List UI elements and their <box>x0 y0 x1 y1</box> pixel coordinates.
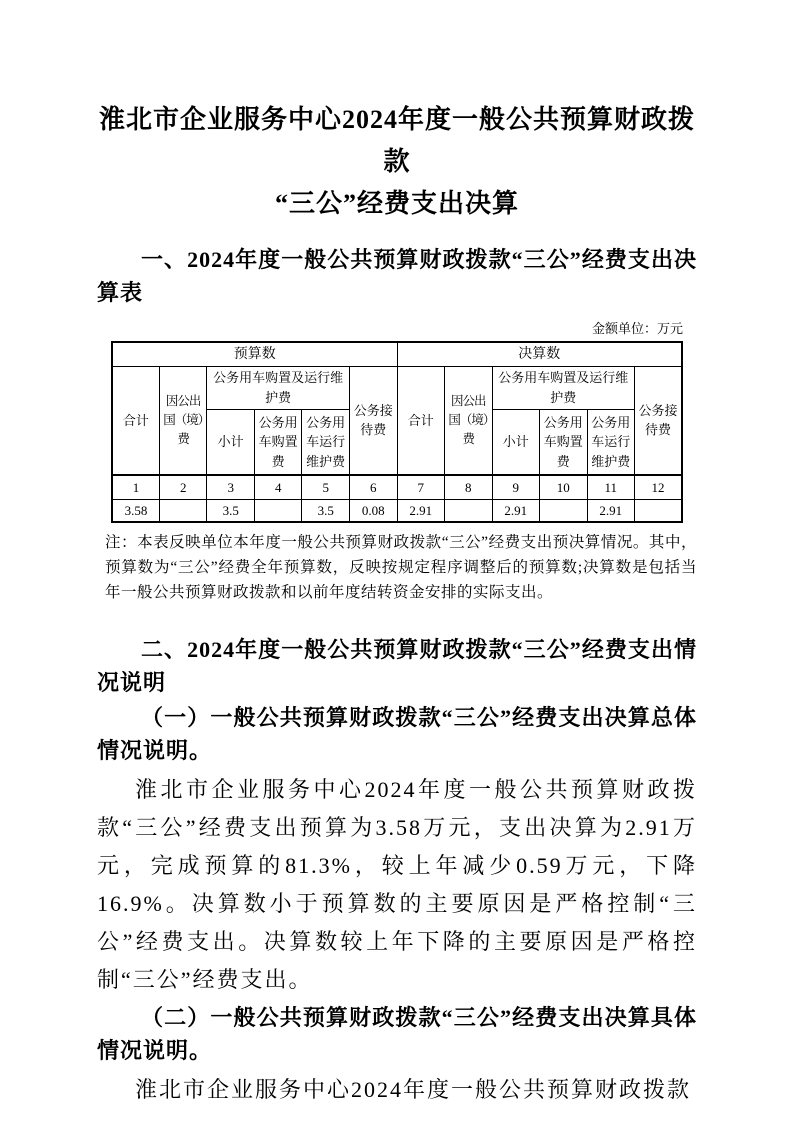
document-page <box>0 17 794 1139</box>
budget-total-value: 3.58 <box>112 499 160 522</box>
column-number-11: 11 <box>587 475 635 500</box>
column-number-5: 5 <box>302 475 350 500</box>
final-abroad-header: 因公出国（境）费 <box>445 366 493 475</box>
section2-heading: 二、2024年度一般公共预算财政拨款“三公”经费支出情况说明 <box>97 637 697 696</box>
section2-paragraph-1: 淮北市企业服务中心2024年度一般公共预算财政拨款“三公”经费支出预算为3.58万元，支出决算为2.91万元，完成预算的81.3%，较上年减少0.59万元，下降16.9%。决算数小于预算数的主要原因是严格控制“三公”经费支出。决算数较上年下降的主要原因是严格控制“三公”经费支出。 <box>97 777 697 993</box>
column-number-row <box>112 475 682 500</box>
section2-sub2-heading: （二）一般公共预算财政拨款“三公”经费支出决算具体情况说明。 <box>97 1005 697 1064</box>
budget-group-header: 预算数 <box>112 342 397 367</box>
document-title-line1: 淮北市企业服务中心2024年度一般公共预算财政拨款 <box>98 105 695 177</box>
budget-total-header: 合计 <box>112 366 160 475</box>
budget-vehicle-group-header: 公务用车购置及运行维护费 <box>207 366 350 409</box>
final-maintenance-value: 2.91 <box>587 499 635 522</box>
column-number-4: 4 <box>254 475 302 500</box>
final-reception-value <box>635 499 683 522</box>
final-total-header: 合计 <box>397 366 445 475</box>
final-reception-header: 公务接待费 <box>635 366 683 475</box>
document-title-line2: “三公”经费支出决算 <box>274 189 519 219</box>
column-number-1: 1 <box>112 475 160 500</box>
document-title <box>97 17 697 225</box>
budget-purchase-header: 公务用车购置费 <box>254 409 302 475</box>
section2-sub1-heading: （一）一般公共预算财政拨款“三公”经费支出决算总体情况说明。 <box>97 705 697 764</box>
budget-subtotal-value: 3.5 <box>207 499 255 522</box>
budget-maintenance-header: 公务用车运行维护费 <box>302 409 350 475</box>
section1-heading: 一、2024年度一般公共预算财政拨款“三公”经费支出决算表 <box>97 246 697 305</box>
table-header-row-1 <box>112 366 682 409</box>
column-number-2: 2 <box>159 475 207 500</box>
column-number-10: 10 <box>540 475 588 500</box>
budget-maintenance-value: 3.5 <box>302 499 350 522</box>
column-number-6: 6 <box>349 475 397 500</box>
sangong-expense-table <box>111 341 683 524</box>
budget-abroad-header: 因公出国（境）费 <box>159 366 207 475</box>
section2-paragraph-2: 淮北市企业服务中心2024年度一般公共预算财政拨款 <box>135 1077 692 1103</box>
budget-reception-header: 公务接待费 <box>349 366 397 475</box>
amount-unit-note: 金额单位：万元 <box>591 320 683 336</box>
value-row <box>112 499 682 522</box>
column-number-12: 12 <box>635 475 683 500</box>
final-subtotal-header: 小计 <box>492 409 540 475</box>
final-purchase-value <box>540 499 588 522</box>
budget-abroad-value <box>159 499 207 522</box>
final-group-header: 决算数 <box>397 342 682 367</box>
budget-subtotal-header: 小计 <box>207 409 255 475</box>
column-number-8: 8 <box>445 475 493 500</box>
budget-reception-value: 0.08 <box>349 499 397 522</box>
column-number-3: 3 <box>207 475 255 500</box>
final-maintenance-header: 公务用车运行维护费 <box>587 409 635 475</box>
final-vehicle-group-header: 公务用车购置及运行维护费 <box>492 366 635 409</box>
final-total-value: 2.91 <box>397 499 445 522</box>
final-abroad-value <box>445 499 493 522</box>
budget-purchase-value <box>254 499 302 522</box>
column-number-7: 7 <box>397 475 445 500</box>
table-group-header-row <box>112 342 682 367</box>
final-subtotal-value: 2.91 <box>492 499 540 522</box>
document-content <box>0 17 794 1109</box>
final-purchase-header: 公务用车购置费 <box>540 409 588 475</box>
column-number-9: 9 <box>492 475 540 500</box>
table-note: 注：本表反映单位本年度一般公共预算财政拨款“三公”经费支出预决算情况。其中，预算数为“三公”经费全年预算数，反映按规定程序调整后的预算数;决算数是包括当年一般公共预算财政拨款和以前年度结转资金安排的实际支出。 <box>105 534 697 602</box>
